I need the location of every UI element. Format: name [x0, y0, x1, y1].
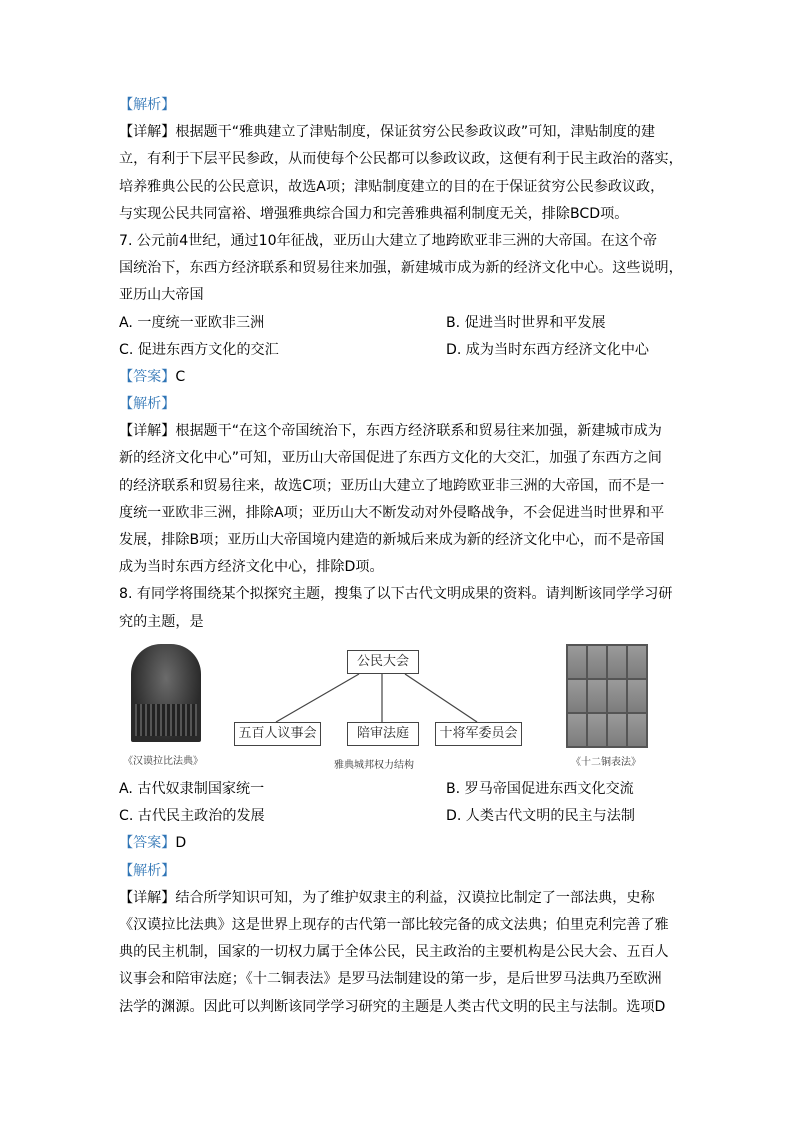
q7-detail-line: 成为当时东西方经济文化中心，排除D项。	[119, 559, 384, 576]
q6-detail-line	[119, 119, 689, 146]
q8-detail-line: 典的民主机制，国家的一切权力属于全体公民，民主政治的主要机构是公民大会、五百人	[119, 944, 669, 961]
q7-detail-line: 新的经济文化中心”可知，亚历山大帝国促进了东西方文化的大交汇，加强了东西方之间	[119, 450, 662, 467]
q7-option-b: B. 促进当时世界和平发展	[446, 314, 606, 331]
q7-option-d: D. 成为当时东西方经济文化中心	[446, 341, 650, 358]
q8-options-row	[119, 776, 689, 803]
twelve-tables-caption: 《十二铜表法》	[571, 757, 641, 768]
upper-text-block	[119, 92, 689, 636]
q7-detail-line	[119, 418, 689, 445]
q8-stem-line: 究的主题，是	[119, 613, 204, 630]
q6-detail-line: 立，有利于下层平民参政，从而使每个公民都可以参政议政，这便有利于民主政治的落实，	[119, 151, 683, 168]
analysis-tag: 【解析】	[119, 862, 176, 879]
q6-detail-line: 与实现公民共同富裕、增强雅典综合国力和完善雅典福利制度无关，排除BCD项。	[119, 205, 629, 222]
answer-tag: 【答案】	[119, 368, 176, 385]
q7-options-row	[119, 310, 689, 337]
lower-text-block	[119, 776, 689, 1021]
q7-stem-line: 国统治下，东西方经济联系和贸易往来加强，新建城市成为新的经济文化中心。这些说明，	[119, 260, 683, 277]
q8-stem-line: 8. 有同学将围绕某个拟探究主题，搜集了以下古代文明成果的资料。请判断该同学学习研	[119, 586, 673, 603]
twelve-tables-image	[566, 644, 648, 748]
q7-answer	[119, 364, 689, 391]
hammurabi-caption: 《汉谟拉比法典》	[123, 756, 203, 767]
q8-option-d: D. 人类古代文明的民主与法制	[446, 808, 635, 825]
box-jury-court: 陪审法庭	[347, 722, 419, 746]
q8-option-b: B. 罗马帝国促进东西文化交流	[446, 781, 634, 797]
q8-option-c: C. 古代民主政治的发展	[119, 808, 265, 825]
q7-options-row	[119, 337, 689, 364]
answer-value: D	[175, 835, 187, 852]
q8-detail-line: 法学的渊源。因此可以判断该同学学习研究的主题是人类古代文明的民主与法制。选项D	[119, 998, 666, 1015]
answer-value: C	[175, 368, 186, 385]
q6-detail-line: 培养雅典公民的公民意识，故选A项；津贴制度建立的目的在于保证贫穷公民参政议政，	[119, 178, 665, 195]
q8-option-a: A. 古代奴隶制国家统一	[119, 781, 265, 797]
q8-answer	[119, 830, 689, 857]
q8-options-row	[119, 803, 689, 830]
q7-option-c: C. 促进东西方文化的交汇	[119, 341, 279, 358]
box-ten-generals: 十将军委员会	[435, 722, 522, 746]
detail-tag: 【详解】	[119, 124, 176, 141]
detail-tag: 【详解】	[119, 423, 176, 440]
q7-detail-line: 发展，排除B项；亚历山大帝国境内建造的新城后来成为新的经济文化中心，而不是帝国	[119, 532, 665, 548]
detail-tag: 【详解】	[119, 889, 176, 906]
q8-figure	[119, 638, 679, 773]
text: 根据题干“雅典建立了津贴制度，保证贫穷公民参政议政”可知，津贴制度的建	[175, 124, 656, 141]
analysis-tag: 【解析】	[119, 97, 176, 113]
text: 结合所学知识可知，为了维护奴隶主的利益，汉谟拉比制定了一部法典，史称	[175, 889, 655, 906]
q7-stem-line: 7. 公元前4世纪，通过10年征战，亚历山大建立了地跨欧亚非三洲的大帝国。在这个帝	[119, 232, 658, 249]
q7-detail-line: 度统一亚欧非三洲，排除A项；亚历山大不断发动对外侵略战争，不会促进当时世界和平	[119, 504, 665, 521]
q8-detail-line: 《汉谟拉比法典》这是世界上现存的古代第一部比较完备的成文法典；伯里克利完善了雅	[119, 916, 669, 933]
q7-stem-line: 亚历山大帝国	[119, 287, 204, 304]
q7-option-a: A. 一度统一亚欧非三洲	[119, 314, 265, 331]
answer-tag: 【答案】	[119, 835, 176, 852]
athens-structure-caption: 雅典城邦权力结构	[334, 760, 414, 771]
q8-detail-line: 议事会和陪审法庭；《十二铜表法》是罗马法制建设的第一步，是后世罗马法典乃至欧洲	[119, 971, 662, 988]
q8-detail-line	[119, 885, 689, 912]
box-citizens-assembly: 公民大会	[347, 650, 419, 674]
analysis-tag: 【解析】	[119, 396, 176, 413]
q7-detail-line: 的经济联系和贸易往来，故选C项；亚历山大建立了地跨欧亚非三洲的大帝国，而不是一	[119, 477, 665, 494]
text: 根据题干“在这个帝国统治下，东西方经济联系和贸易往来加强，新建城市成为	[175, 423, 662, 440]
box-council-500: 五百人议事会	[234, 722, 321, 746]
